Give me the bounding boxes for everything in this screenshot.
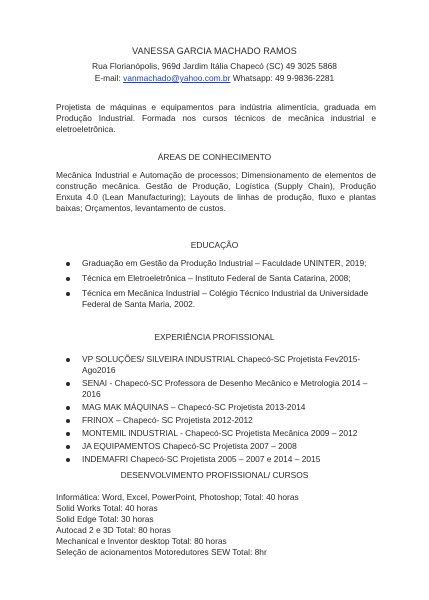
list-item bbox=[56, 288, 376, 310]
course-item: Solid Works Total: 40 horas bbox=[56, 503, 158, 513]
bullet-icon bbox=[66, 406, 70, 410]
address-line: Rua Florianópolis, 969d Jardim Itália Chapecó (SC) 49 3025 5868 bbox=[92, 61, 337, 71]
courses-heading: DESENVOLVIMENTO PROFISSIONAL/ CURSOS bbox=[120, 470, 309, 480]
bullet-icon bbox=[66, 358, 70, 362]
education-item: Graduação em Gestão da Produção Industrial – Faculdade UNINTER, 2019; bbox=[82, 258, 367, 268]
bullet-icon bbox=[66, 262, 70, 266]
bullet-icon bbox=[66, 277, 70, 281]
list-item bbox=[56, 378, 386, 400]
candidate-name: VANESSA GARCIA MACHADO RAMOS bbox=[132, 46, 297, 56]
summary-paragraph: Projetista de máquinas e equipamentos para indústria alimentícia, graduada em Produção Industrial. Formada nos cursos técnicos de mecânica industrial e eletroeletrônica. bbox=[56, 102, 376, 134]
knowledge-heading: ÁREAS DE CONHECIMENTO bbox=[157, 152, 272, 162]
course-item: Informática: Word, Excel, PowerPoint, Photoshop; Total: 40 horas bbox=[56, 492, 299, 502]
list-item bbox=[56, 441, 386, 452]
list-item bbox=[56, 258, 376, 269]
course-item: Mechanical e Inventor desktop Total: 80 horas bbox=[56, 536, 227, 546]
bullet-icon bbox=[66, 382, 70, 386]
experience-item: INDEMAFRI Chapecó-SC Projetista 2005 – 2007 e 2014 – 2015 bbox=[82, 454, 321, 464]
knowledge-paragraph: Mecânica Industrial e Automação de processos; Dimensionamento de elementos de construção mecânica. Gestão de Produção, Logística (Supply Chain), Produção Enxuta 4.0 (Lean Manufacturing); Layouts de linhas de produção, fluxo e plantas baixas; Orçamentos, levantamento de custos. bbox=[56, 170, 376, 213]
email-label: E-mail: bbox=[94, 73, 124, 83]
list-item bbox=[56, 415, 386, 426]
whatsapp-text: Whatsapp: 49 9-9836-2281 bbox=[230, 73, 335, 83]
list-item bbox=[56, 402, 386, 413]
experience-item: VP SOLUÇÕES/ SILVEIRA INDUSTRIAL Chapecó-SC Projetista Fev2015-Ago2016 bbox=[82, 354, 361, 375]
email-link[interactable]: vanmachado@yahoo.com.br bbox=[123, 73, 231, 83]
education-item: Técnica em Mecânica Industrial – Colégio Técnico Industrial da Universidade Federal de Santa Maria, 2002. bbox=[82, 288, 369, 309]
contact-line bbox=[0, 73, 429, 84]
education-heading: EDUCAÇÃO bbox=[190, 240, 239, 250]
course-item: Solid Edge Total: 30 horas bbox=[56, 514, 154, 524]
course-item: Autocad 2 e 3D Total: 80 horas bbox=[56, 525, 171, 535]
experience-item: MAG MAK MÁQUINAS – Chapecó-SC Projetista 2013-2014 bbox=[82, 402, 306, 412]
experience-item: MONTEMIL INDUSTRIAL - Chapecó-SC Projetista Mecânica 2009 – 2012 bbox=[82, 428, 358, 438]
bullet-icon bbox=[66, 445, 70, 449]
course-item: Seleção de acionamentos Motoredutores SEW Total: 8hr bbox=[56, 547, 267, 557]
list-item bbox=[56, 454, 386, 465]
bullet-icon bbox=[66, 292, 70, 296]
experience-item: SENAI - Chapecó-SC Professora de Desenho Mecânico e Metrologia 2014 – 2016 bbox=[82, 378, 368, 399]
list-item bbox=[56, 273, 376, 284]
experience-list bbox=[56, 354, 386, 467]
bullet-icon bbox=[66, 419, 70, 423]
experience-item: FRINOX – Chapecó- SC Projetista 2012-2012 bbox=[82, 415, 253, 425]
experience-item: JA EQUIPAMENTOS Chapecó-SC Projetista 2007 – 2008 bbox=[82, 441, 297, 451]
courses-list bbox=[56, 492, 376, 558]
education-item: Técnica em Eletroeletrônica – Instituto Federal de Santa Catarina, 2008; bbox=[82, 273, 351, 283]
education-list bbox=[56, 258, 376, 314]
list-item bbox=[56, 354, 386, 376]
bullet-icon bbox=[66, 432, 70, 436]
list-item bbox=[56, 428, 386, 439]
bullet-icon bbox=[66, 458, 70, 462]
experience-heading: EXPERIÊNCIA PROFISSIONAL bbox=[154, 332, 275, 342]
